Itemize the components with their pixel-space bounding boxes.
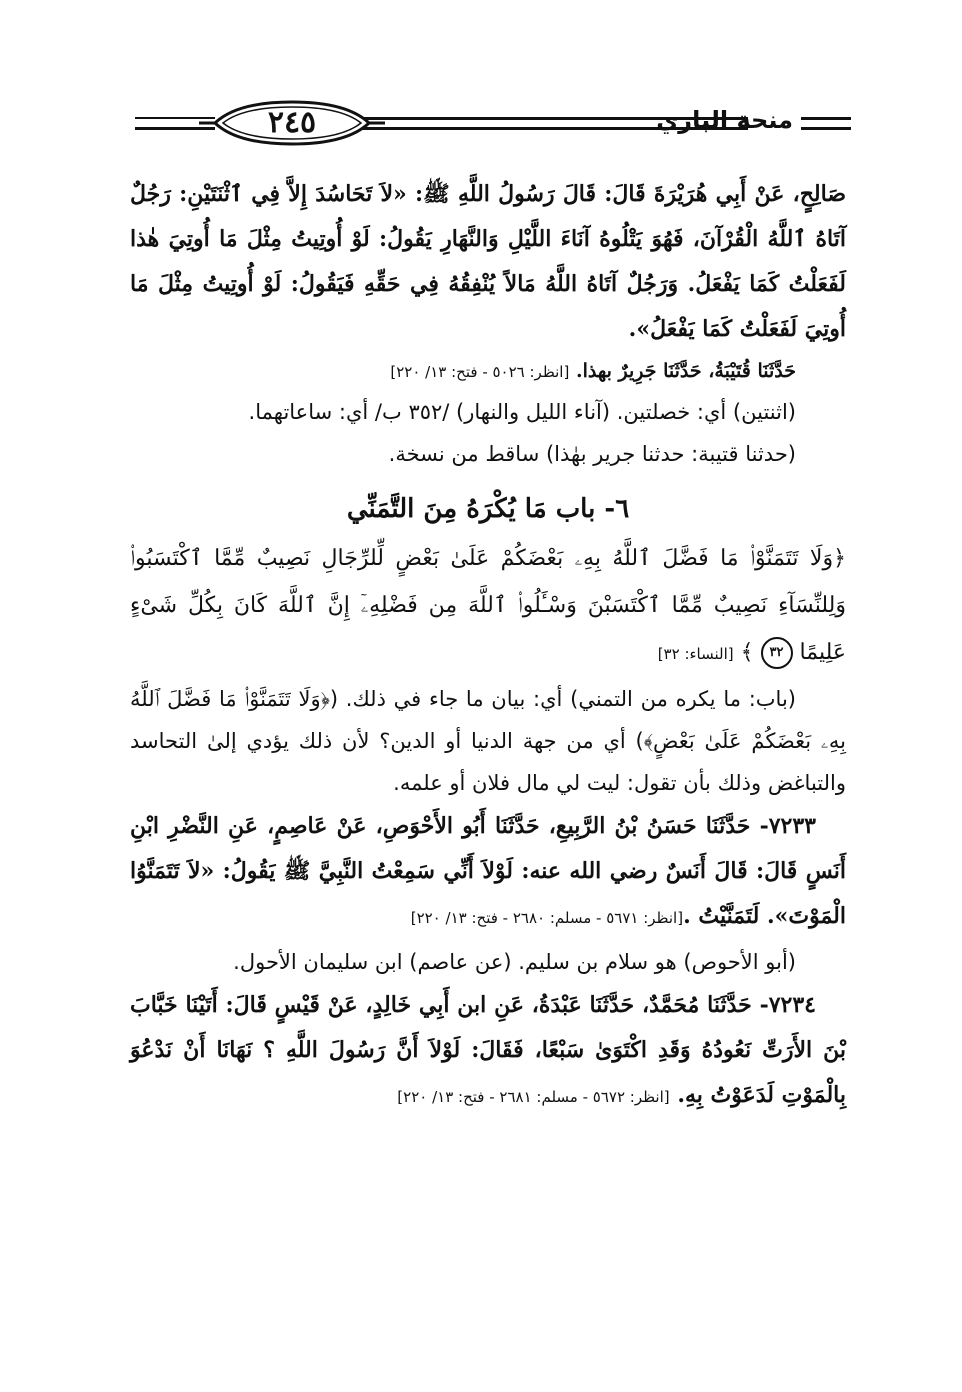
- book-title: منحة الباري: [656, 106, 793, 134]
- hadith-7233: [130, 804, 846, 941]
- hadith-chain: [130, 352, 846, 391]
- header-rule: [801, 117, 851, 120]
- hadith-text: صَالِحٍ، عَنْ أَبِي هُرَيْرَةَ قَالَ: قَالَ رَسُولُ اللَّهِ ﷺ: «لاَ تَحَاسُدَ إِلاَّ فِي ٱثْنَتَيْنِ: رَجُلٌ آتَاهُ ٱللَّهُ الْقُرْآنَ، فَهُوَ يَتْلُوهُ آنَاءَ اللَّيْلِ وَالنَّهَارِ يَقُولُ: لَوْ أُوتِيتُ مِثْلَ مَا أُوتِيَ هٰذا لَفَعَلْتُ كَمَا يَفْعَلُ. وَرَجُلٌ آتَاهُ اللَّهُ مَالاً يُنْفِقُهُ فِي حَقِّهِ فَيَقُولُ: لَوْ أُوتِيتُ مِثْلَ مَا أُوتِيَ لَفَعَلْتُ كَمَا يَفْعَلُ».: [130, 181, 846, 342]
- hadith-reference: [انظر: ٥٦٧٢ - مسلم: ٢٦٨١ - فتح: ١٣/ ٢٢٠]: [397, 1088, 670, 1106]
- sura-reference: [النساء: ٣٢]: [657, 645, 734, 663]
- hadith-reference: [انظر: ٥٠٢٦ - فتح: ١٣/ ٢٢٠]: [390, 363, 570, 381]
- chain-text: حَدَّثَنَا قُتَيْبَةُ، حَدَّثَنَا جَرِيرٌ بهذا.: [575, 360, 796, 382]
- page-content: [130, 172, 846, 1120]
- quran-text: ﴿وَلَا تَتَمَنَّوْا۟ مَا فَضَّلَ ٱللَّهُ بِهِۦ بَعْضَكُمْ عَلَىٰ بَعْضٍ لِّلرِّجَالِ نَصِيبٌ مِّمَّا ٱكْتَسَبُوا۟ وَلِلنِّسَآءِ نَصِيبٌ مِّمَّا ٱكْتَسَبْنَ وَسْـَٔلُوا۟ ٱللَّهَ مِن فَضْلِهِۦٓ إِنَّ ٱللَّهَ كَانَ بِكُلِّ شَىْءٍ عَلِيمًا: [130, 546, 846, 665]
- commentary-paragraph: (اثنتين) أي: خصلتين. (آناء الليل والنهار) /٣٥٢ ب/ أي: ساعاتهما.: [248, 400, 796, 424]
- commentary-paragraph: (حدثنا قتيبة: حدثنا جرير بهٰذا) ساقط من نسخة.: [388, 442, 796, 466]
- aya-number-icon: ٣٢: [761, 637, 793, 669]
- page-header: [135, 94, 851, 154]
- commentary-paragraph: (باب: ما يكره من التمني) أي: بيان ما جاء في ذلك. (﴿وَلَا تَتَمَنَّوْا۟ مَا فَضَّلَ ٱللَّهُ بِهِۦ بَعْضَكُمْ عَلَىٰ بَعْضٍ﴾) أي من جهة الدنيا أو الدين؟ لأن ذلك يؤدي إلىٰ التحاسد والتباغض وذلك بأن تقول: ليت لي مال فلان أو علمه.: [130, 687, 846, 795]
- page-number: ٢٤٥: [267, 105, 317, 140]
- quran-verse: [130, 535, 846, 678]
- header-rule: [801, 127, 851, 130]
- commentary-paragraph: (أبو الأحوص) هو سلام بن سليم. (عن عاصم) ابن سليمان الأحول.: [233, 950, 796, 974]
- quran-close-bracket: ﴾: [740, 640, 754, 665]
- hadith-7234: [130, 983, 846, 1120]
- hadith-text: ٧٢٣٤- حَدَّثَنَا مُحَمَّدٌ، حَدَّثَنَا عَبْدَةُ، عَنِ ابن أَبِي خَالِدٍ، عَنْ قَيْسٍ قَالَ: أَتَيْنَا خَبَّابَ بْنَ الأَرَتِّ نَعُودُهُ وَقَدِ اكْتَوَىٰ سَبْعًا، فَقَالَ: لَوْلاَ أَنَّ رَسُولَ اللَّهِ ؟ نَهَانَا أَنْ نَدْعُوَ بِالْمَوْتِ لَدَعَوْتُ بِهِ.: [130, 992, 846, 1108]
- hadith-text: ٧٢٣٣- حَدَّثَنَا حَسَنُ بْنُ الرَّبِيعِ، حَدَّثَنَا أَبُو الأَحْوَصِ، عَنْ عَاصِمٍ، عَنِ النَّضْرِ ابْنِ أَنَسٍ قَالَ: قَالَ أَنَسٌ رضي الله عنه: لَوْلاَ أَنِّي سَمِعْتُ النَّبِيَّ ﷺ يَقُولُ: «لاَ تَتَمَنَّوُا الْمَوْتَ». لَتَمَنَّيْتُ .: [130, 813, 846, 929]
- page-number-badge: [197, 98, 387, 148]
- hadith-reference: [انظر: ٥٦٧١ - مسلم: ٢٦٨٠ - فتح: ١٣/ ٢٢٠]: [410, 909, 684, 927]
- chapter-title: ٦- باب مَا يُكْرَهُ مِنَ التَّمَنِّي: [346, 494, 630, 524]
